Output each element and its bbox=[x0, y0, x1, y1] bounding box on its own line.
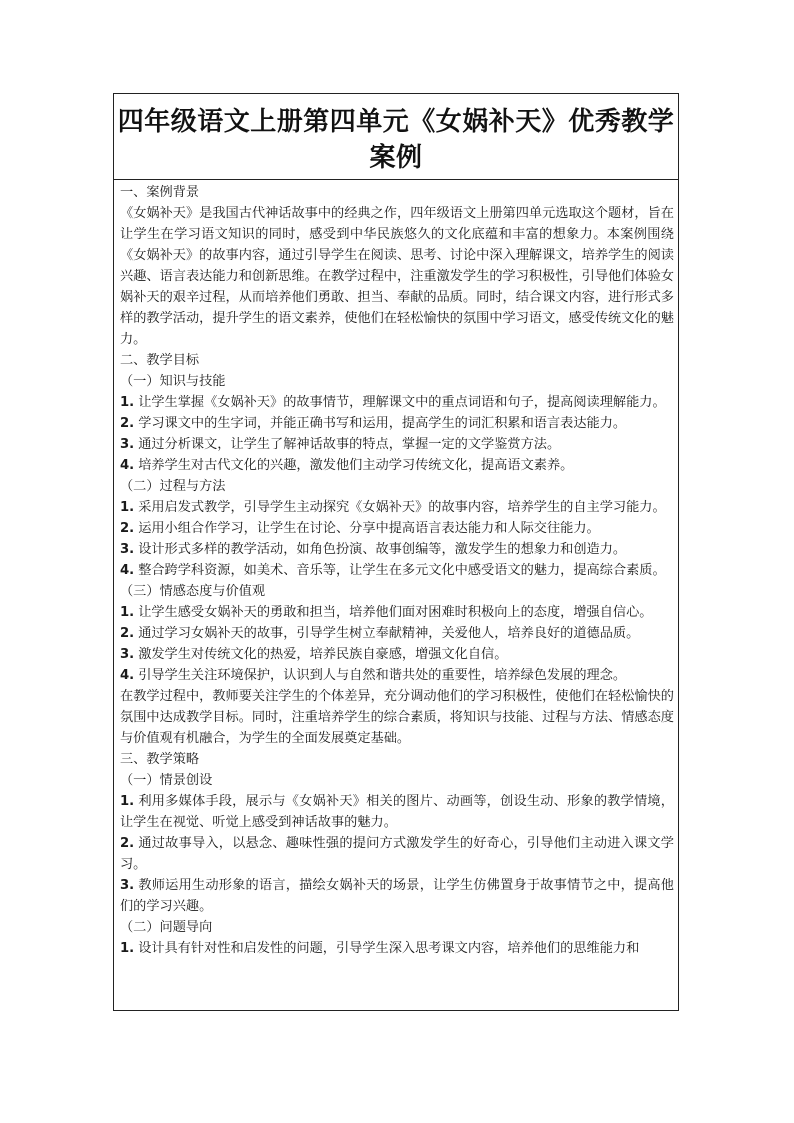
item-number: 2. bbox=[120, 836, 135, 851]
item-number: 1. bbox=[120, 605, 135, 620]
item-text: 激发学生对传统文化的热爱，培养民族自豪感，增强文化自信。 bbox=[138, 647, 508, 662]
item-text: 让学生感受女娲补天的勇敢和担当，培养他们面对困难时积极向上的态度，增强自信心。 bbox=[138, 605, 653, 620]
paragraph: 在教学过程中，教师要关注学生的个体差异，充分调动他们的学习积极性，使他们在轻松愉快的氛围中达成教学目标。同时，注重培养学生的综合素质，将知识与技能、过程与方法、情感态度与价值观有机融合，为学生的全面发展奠定基础。 bbox=[120, 689, 674, 746]
item-number: 2. bbox=[120, 521, 135, 536]
item-text: 利用多媒体手段，展示与《女娲补天》相关的图片、动画等，创设生动、形象的教学情境，让学生在视觉、听觉上感受到神话故事的魅力。 bbox=[120, 794, 674, 830]
item-text: 设计具有针对性和启发性的问题，引导学生深入思考课文内容，培养他们的思维能力和 bbox=[138, 941, 640, 956]
item-text: 通过分析课文，让学生了解神话故事的特点，掌握一定的文学鉴赏方法。 bbox=[138, 437, 561, 452]
item-text: 引导学生关注环境保护，认识到人与自然和谐共处的重要性，培养绿色发展的理念。 bbox=[138, 668, 627, 683]
item-number: 4. bbox=[120, 458, 135, 473]
item-number: 1. bbox=[120, 395, 135, 410]
paragraph: （二）问题导向 bbox=[120, 920, 213, 935]
list-item bbox=[120, 623, 674, 644]
item-number: 2. bbox=[120, 626, 135, 641]
list-item bbox=[120, 413, 674, 434]
list-item bbox=[120, 434, 674, 455]
list-item bbox=[120, 791, 674, 833]
list-item bbox=[120, 644, 674, 665]
item-text: 采用启发式教学，引导学生主动探究《女娲补天》的故事内容，培养学生的自主学习能力。 bbox=[138, 500, 666, 515]
item-text: 教师运用生动形象的语言，描绘女娲补天的场景，让学生仿佛置身于故事情节之中，提高他们的学习兴趣。 bbox=[120, 878, 674, 914]
item-number: 3. bbox=[120, 647, 135, 662]
document-body bbox=[114, 182, 678, 959]
item-number: 1. bbox=[120, 941, 135, 956]
paragraph: 三、教学策略 bbox=[120, 752, 200, 767]
list-item bbox=[120, 875, 674, 917]
item-number: 1. bbox=[120, 500, 135, 515]
document-table bbox=[113, 93, 679, 1011]
item-text: 培养学生对古代文化的兴趣，激发他们主动学习传统文化，提高语文素养。 bbox=[138, 458, 574, 473]
item-text: 设计形式多样的教学活动，如角色扮演、故事创编等，激发学生的想象力和创造力。 bbox=[138, 542, 627, 557]
item-number: 1. bbox=[120, 794, 135, 809]
paragraph: 《女娲补天》是我国古代神话故事中的经典之作，四年级语文上册第四单元选取这个题材，旨在让学生在学习语文知识的同时，感受到中华民族悠久的文化底蕴和丰富的想象力。本案例围绕《女娲补天》的故事内容，通过引导学生在阅读、思考、讨论中深入理解课文，培养学生的阅读兴趣、语言表达能力和创新思维。在教学过程中，注重激发学生的学习积极性，引导他们体验女娲补天的艰辛过程，从而培养他们勇敢、担当、奉献的品质。同时，结合课文内容，进行形式多样的教学活动，提升学生的语文素养，使他们在轻松愉快的氛围中学习语文，感受传统文化的魅力。 bbox=[120, 206, 674, 347]
list-item bbox=[120, 602, 674, 623]
list-item bbox=[120, 539, 674, 560]
paragraph: （一）知识与技能 bbox=[120, 374, 226, 389]
paragraph: （一）情景创设 bbox=[120, 773, 213, 788]
title-cell bbox=[114, 94, 678, 180]
list-item bbox=[120, 455, 674, 476]
paragraph: （二）过程与方法 bbox=[120, 479, 226, 494]
item-number: 3. bbox=[120, 542, 135, 557]
item-text: 学习课文中的生字词，并能正确书写和运用，提高学生的词汇积累和语言表达能力。 bbox=[138, 416, 627, 431]
list-item bbox=[120, 518, 674, 539]
item-text: 通过学习女娲补天的故事，引导学生树立奉献精神，关爱他人，培养良好的道德品质。 bbox=[138, 626, 640, 641]
item-text: 运用小组合作学习，让学生在讨论、分享中提高语言表达能力和人际交往能力。 bbox=[138, 521, 600, 536]
list-item bbox=[120, 938, 674, 959]
item-number: 3. bbox=[120, 878, 135, 893]
item-text: 通过故事导入，以悬念、趣味性强的提问方式激发学生的好奇心，引导他们主动进入课文学习。 bbox=[120, 836, 674, 872]
paragraph: 二、教学目标 bbox=[120, 353, 200, 368]
list-item bbox=[120, 833, 674, 875]
item-text: 整合跨学科资源，如美术、音乐等，让学生在多元文化中感受语文的魅力，提高综合素质。 bbox=[138, 563, 666, 578]
item-number: 4. bbox=[120, 563, 135, 578]
item-number: 2. bbox=[120, 416, 135, 431]
list-item bbox=[120, 560, 674, 581]
item-number: 4. bbox=[120, 668, 135, 683]
paragraph: （三）情感态度与价值观 bbox=[120, 584, 266, 599]
list-item bbox=[120, 392, 674, 413]
list-item bbox=[120, 665, 674, 686]
list-item bbox=[120, 497, 674, 518]
item-number: 3. bbox=[120, 437, 135, 452]
paragraph: 一、案例背景 bbox=[120, 185, 200, 200]
document-title: 四年级语文上册第四单元《女娲补天》优秀教学案例 bbox=[117, 107, 675, 173]
item-text: 让学生掌握《女娲补天》的故事情节，理解课文中的重点词语和句子，提高阅读理解能力。 bbox=[138, 395, 666, 410]
